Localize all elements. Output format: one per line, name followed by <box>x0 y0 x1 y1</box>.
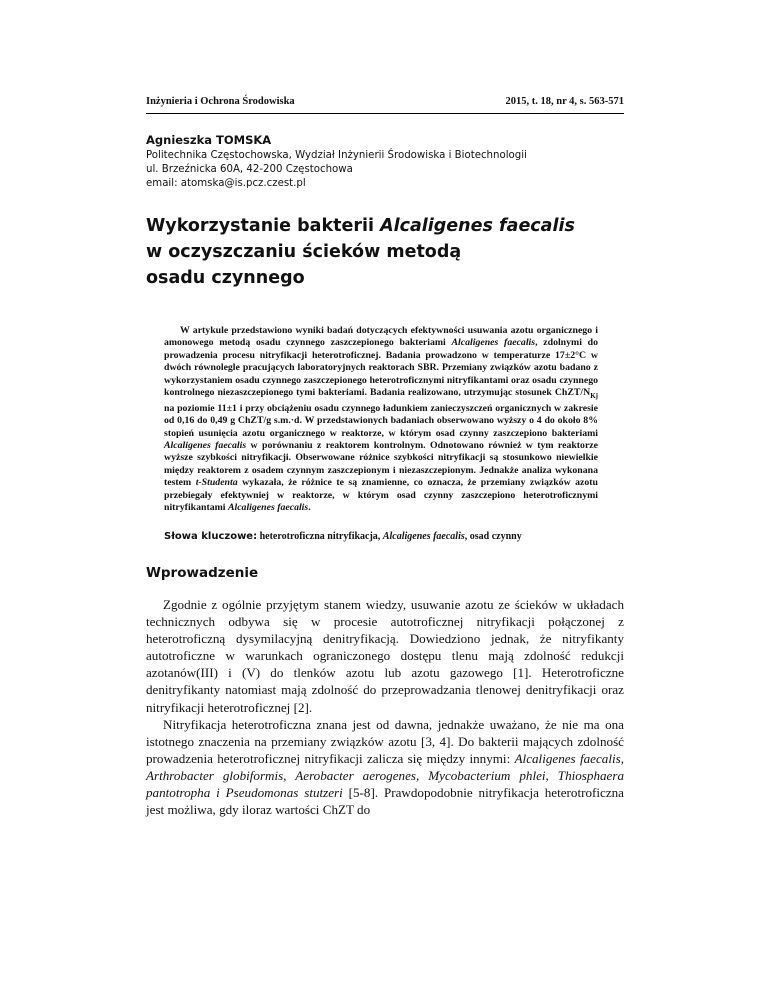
journal-name: Inżynieria i Ochrona Środowiska <box>146 96 295 107</box>
keywords: Słowa kluczowe: heterotroficzna nitryfikacja, Alcaligenes faecalis, osad czynny <box>164 531 522 542</box>
title-line-3: osadu czynnego <box>146 268 305 288</box>
title-line-2: w oczyszczaniu ścieków metodą <box>146 242 462 262</box>
section-heading: Wprowadzenie <box>146 565 259 581</box>
title-line-1: Wykorzystanie bakterii Alcaligenes faecalis <box>146 216 575 236</box>
paragraph: Nitryfikacja heterotroficzna znana jest od dawna, jednakże uważano, że nie ma ona istotnego znaczenia na przemiany związków azotu [3, 4]. Do bakterii mających zdolność prowadzenia heterotroficznej nitryfikacji zalicza się między innymi: Alcaligenes faecalis, Arthrobacter globiformis, Aerobacter aerogenes, Mycobacterium phlei, Thiosphaera pantotropha i Pseudomonas stutzeri [5-8]. Prawdopodobnie nitryfikacja heterotroficzna jest możliwa, gdy iloraz wartości ChZT do <box>146 716 624 818</box>
abstract: W artykule przedstawiono wyniki badań dotyczących efektywności usuwania azotu organicznego i amonowego metodą osadu czynnego zaszczepionego bakteriami Alcaligenes faecalis, zdolnymi do prowadzenia procesu nitryfikacji heterotroficznej. Badania prowadzono w temperaturze 17±2°C w dwóch równolegle pracujących laboratoryjnych reaktorach SBR. Przemiany związków azotu badano z wykorzystaniem osadu czynnego zaszczepionego heterotroficznymi nitryfikantami oraz osadu czynnego kontrolnego niezaszczepionego tymi bakteriami. Badania realizowano, utrzymując stosunek ChZT/$N_{Kj}$ na poziomie 11±1 i przy obciążeniu osadu czynnego ładunkiem zanieczyszczeń organicznych w zakresie od 0,16 do 0,49 g ChZT/g s.m.·d. W przedstawionych badaniach obserwowano wyższy o 4 do około 8% stopień usunięcia azotu organicznego w reaktorze, w którym osad czynny zaszczepiono bakteriami Alcaligenes faecalis w porównaniu z reaktorem kontrolnym. Odnotowano również w tym reaktorze wyższe szybkości nitryfikacji. Obserwowane różnice szybkości nitryfikacji są stosunkowo niewielkie między reaktorem z osadem czynnym zaszczepionym i niezaszczepionym. Jednakże analiza wykonana testem t-Studenta wykazała, że różnice te są znamienne, co oznacza, że przemiany związków azotu przebiegały efektywniej w reaktorze, w którym osad czynny zaszczepiono heterotroficznymi nitryfikantami Alcaligenes faecalis. <box>164 325 599 514</box>
title-organism: Alcaligenes faecalis <box>380 216 575 236</box>
author-affiliation <box>146 149 527 190</box>
author-name: Agnieszka TOMSKA <box>146 133 272 147</box>
body-text <box>146 596 624 818</box>
affiliation-institution: Politechnika Częstochowska, Wydział Inżynierii Środowiska i Biotechnologii <box>146 150 527 161</box>
affiliation-email: email: atomska@is.pcz.czest.pl <box>146 177 306 189</box>
affiliation-address: ul. Brzeźnicka 60A, 42-200 Częstochowa <box>146 163 353 175</box>
header-rule <box>146 113 624 114</box>
article-title <box>146 213 575 291</box>
journal-citation: 2015, t. 18, nr 4, s. 563-571 <box>505 96 624 107</box>
running-header <box>146 96 624 114</box>
paragraph: Zgodnie z ogólnie przyjętym stanem wiedzy, usuwanie azotu ze ścieków w układach technicznych odbywa się w procesie autotroficznej nitryfikacji połączonej z heterotroficzną dysymilacyjną denitryfikacją. Dowiedziono jednak, że nitryfikanty autotroficzne w warunkach ograniczonego dostępu tlenu mają zdolność redukcji azotanów(III) i (V) do tlenków azotu lub azotu gazowego [1]. Heterotroficzne denitryfikanty natomiast mają zdolność do przeprowadzania tlenowej denitryfikacji oraz nitryfikacji heterotroficznej [2]. <box>146 597 624 715</box>
keywords-label: Słowa kluczowe: <box>164 531 258 542</box>
